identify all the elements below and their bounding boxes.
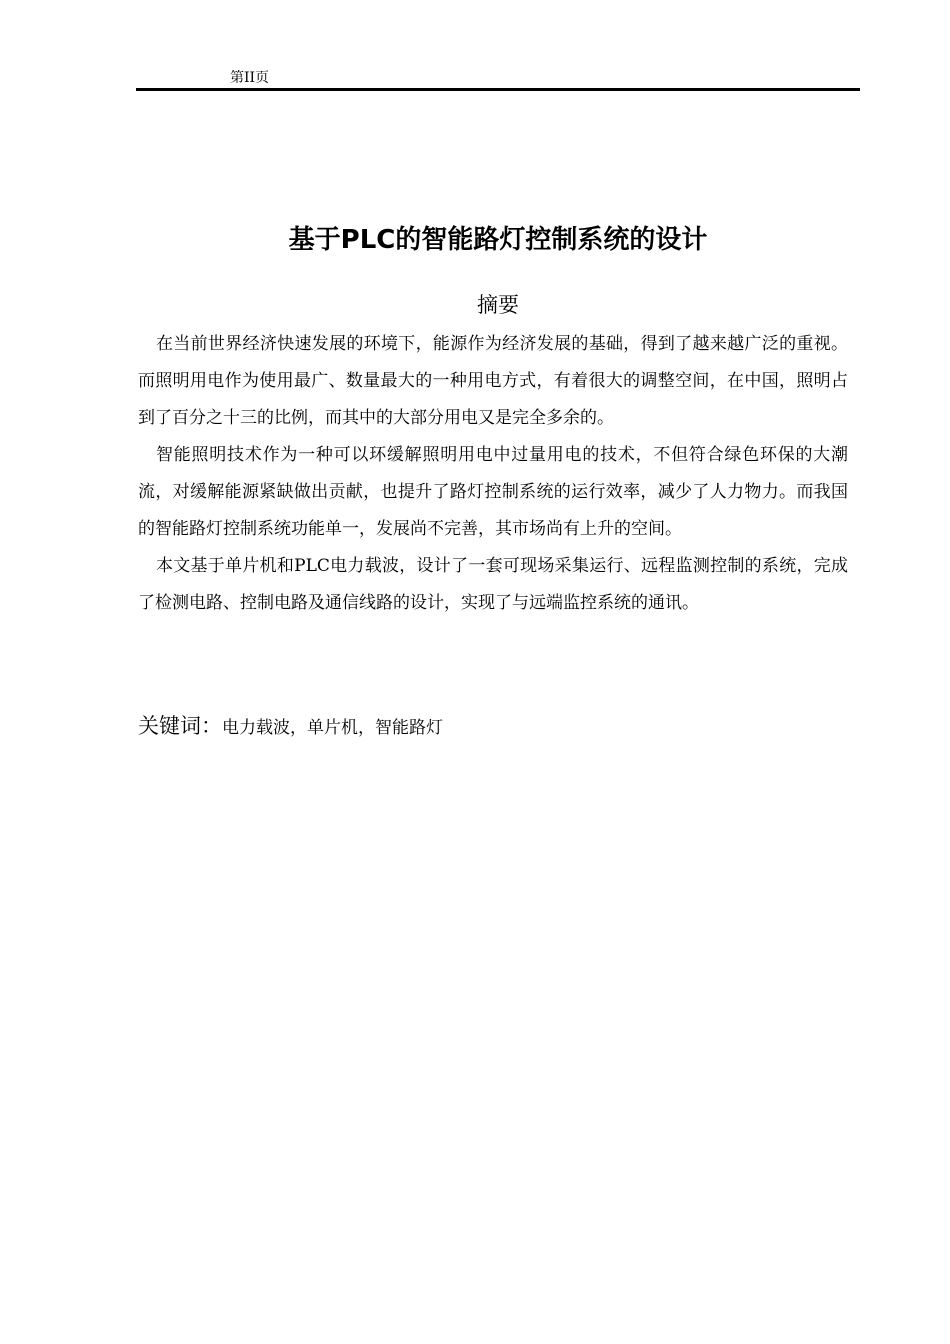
abstract-heading: 摘要 <box>477 293 519 317</box>
keywords-value: 电力载波，单片机，智能路灯 <box>222 718 443 738</box>
abstract-body <box>138 326 848 622</box>
document-title: 基于PLC的智能路灯控制系统的设计 <box>288 225 708 255</box>
abstract-paragraph: 智能照明技术作为一种可以环缓解照明用电中过量用电的技术，不但符合绿色环保的大潮流，对缓解能源紧缺做出贡献，也提升了路灯控制系统的运行效率，减少了人力物力。而我国的智能路灯控制系统功能单一，发展尚不完善，其市场尚有上升的空间。 <box>138 445 848 539</box>
keywords-line <box>138 708 848 746</box>
page-number-label: 第II页 <box>230 70 270 86</box>
keywords-label: 关键词： <box>138 714 222 738</box>
abstract-paragraph: 本文基于单片机和PLC电力载波，设计了一套可现场采集运行、远程监测控制的系统，完成了检测电路、控制电路及通信线路的设计，实现了与远端监控系统的通讯。 <box>138 556 848 613</box>
header-rule <box>136 88 860 91</box>
abstract-paragraph: 在当前世界经济快速发展的环境下，能源作为经济发展的基础，得到了越来越广泛的重视。而照明用电作为使用最广、数量最大的一种用电方式，有着很大的调整空间，在中国，照明占到了百分之十三的比例，而其中的大部分用电又是完全多余的。 <box>138 334 848 428</box>
page-header <box>136 66 860 90</box>
